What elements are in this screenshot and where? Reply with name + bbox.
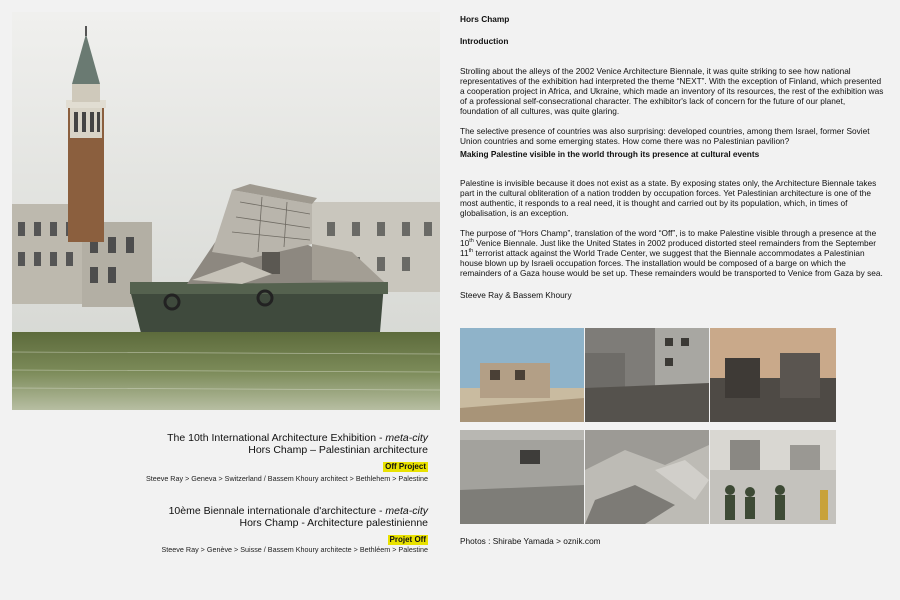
projet-off-badge[interactable]: Projet Off [389,535,426,544]
photo-broken-building[interactable] [460,430,584,524]
photo-ruins-sunset[interactable] [710,328,836,422]
photo-damaged-house[interactable] [460,328,584,422]
caption-en-meta-city: meta-city [385,432,428,444]
caption-fr-credit: Steeve Ray > Genève > Suisse / Bassem Khoury architecte > Bethléem > Palestine [161,545,428,554]
caption-fr-line2: Hors Champ - Architecture palestinienne [239,517,428,529]
photo-people-ruins[interactable] [710,430,836,524]
article-title: Hors Champ [460,14,510,24]
intro-heading: Introduction [460,36,509,46]
hero-image [12,12,440,410]
paragraph-4-part-c: terrorist attack against the World Trade Center, we suggest that the Biennale accommodates a Palestinian house blown up by Israeli occupation forces. The installation would be composed of a barge on which the remainders of a Gaza house would be set up. These remainders would be transported to Venice from Gaza by sea. [460,248,883,279]
paragraph-4-part-b: Venice Biennale. Just like the United States in 2002 produced distorted steel remainders from the September 11 [460,238,876,259]
photo-ruins-street[interactable] [585,328,709,422]
caption-en-line1 [167,432,428,444]
caption-fr-exhibition: 10ème Biennale internationale d'architecture - [168,505,386,517]
paragraph-4-part-a: The purpose of “Hors Champ”, translation of the word “Off”, is to make Palestine visible through a presence at the 10 [460,228,877,249]
signature: Steeve Ray & Bassem Khoury [460,290,572,300]
caption-english [167,432,428,474]
section-heading-visibility: Making Palestine visible in the world through its presence at cultural events [460,149,760,159]
paragraph-1: Strolling about the alleys of the 2002 Venice Architecture Biennale, it was quite striking to see how national representatives of the exhibition had interpreted the theme “NEXT”. With the exception of Finland, which presented a cooperation project in Africa, and Ukraine, which made an inventory of its resources, the rest of the exhibition was of a professional self-consecrational character. The exhibitor's lack of concern for the future of our planet, foundation of all cultures, was quite glaring. [460,66,884,117]
caption-french [169,505,428,547]
paragraph-3: Palestine is invisible because it does not exist as a state. By exposing states only, the Architecture Biennale takes part in the cultural obliteration of a nation trodden by occupation forces. Yet Palestinian architecture is one of the most authentic, it responds to a real need, it is thought and carried out by its population, which, in times of globalisation, is an exception. [460,178,877,219]
caption-en-line2: Hors Champ – Palestinian architecture [248,444,428,456]
paragraph-4 [460,228,886,278]
photo-rubble-pile[interactable] [585,430,709,524]
caption-en-credit: Steeve Ray > Geneva > Switzerland / Bassem Khoury architect > Bethlehem > Palestine [145,474,428,483]
caption-fr-line1 [169,505,428,517]
photo-grid [460,328,836,524]
caption-en-exhibition: The 10th International Architecture Exhibition - [167,432,386,444]
venice-barge-montage [12,12,440,410]
caption-fr-meta-city: meta-city [385,505,428,517]
superscript-th-1: th [469,238,474,245]
superscript-th-2: th [468,248,474,255]
off-project-badge[interactable]: Off Project [385,462,426,471]
photo-credit: Photos : Shirabe Yamada > oznik.com [460,536,601,546]
paragraph-2: The selective presence of countries was also surprising: developed countries, among them Israel, former Soviet Union countries and some emerging states. How come there was no Palestinian pavilion? [460,126,870,147]
